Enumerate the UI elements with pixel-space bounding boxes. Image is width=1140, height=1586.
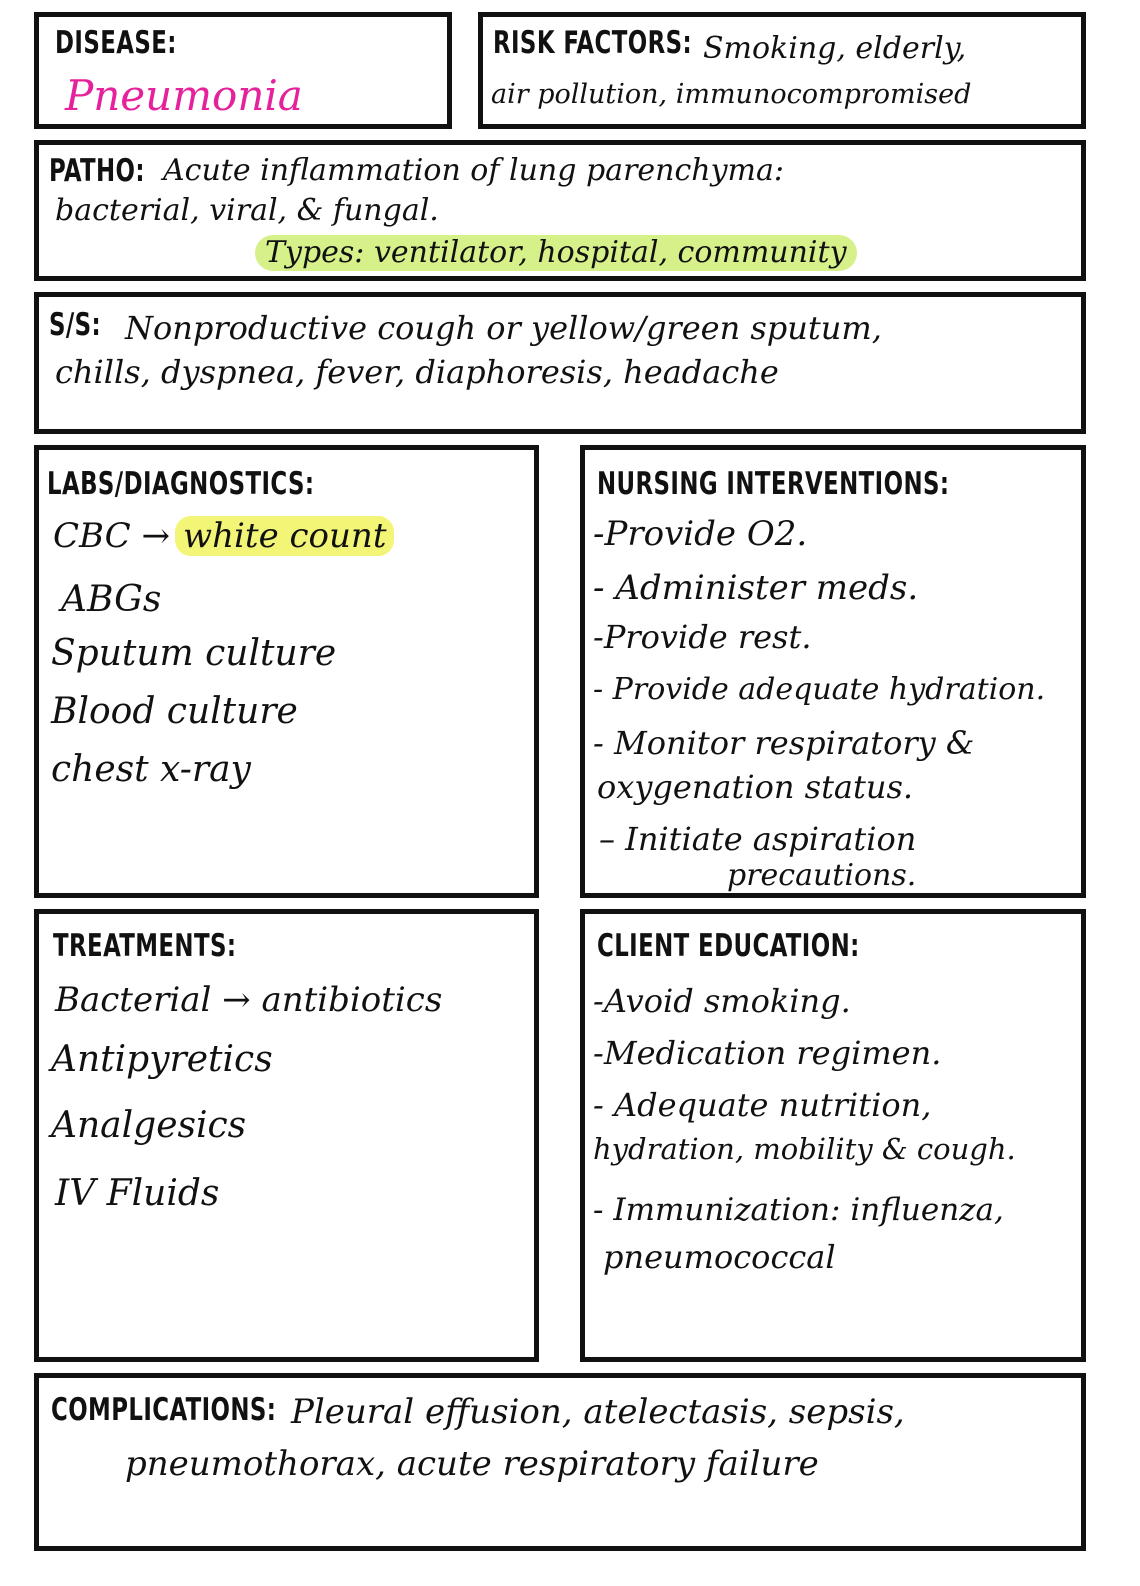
treatment-item: IV Fluids: [55, 1173, 220, 1214]
nursing-intervention-line: - Administer meds.: [593, 568, 919, 608]
signs-symptoms-box: [34, 292, 1086, 434]
complications-line-2: pneumothorax, acute respiratory failure: [125, 1444, 819, 1484]
client-education-line: -Medication regimen.: [593, 1034, 942, 1072]
patho-types-highlighted: Types: ventilator, hospital, community: [255, 235, 857, 271]
patho-line-1: Acute inflammation of lung parenchyma:: [163, 153, 784, 188]
client-education-line: hydration, mobility & cough.: [593, 1132, 1016, 1166]
treatments-header: TREATMENTS:: [53, 928, 237, 964]
nursing-intervention-line: - Monitor respiratory &: [593, 724, 975, 762]
patho-header: PATHO:: [49, 153, 145, 189]
labs-cbc-prefix: CBC →: [53, 516, 170, 556]
labs-item: Blood culture: [51, 691, 298, 732]
complications-box: [34, 1373, 1086, 1551]
disease-header: DISEASE:: [55, 25, 177, 61]
client-education-line: - Adequate nutrition,: [593, 1086, 932, 1124]
labs-item: chest x-ray: [51, 749, 251, 790]
treatments-box: [34, 909, 539, 1362]
treatment-item: Analgesics: [51, 1105, 247, 1146]
patho-box: [34, 140, 1086, 281]
nursing-intervention-line: – Initiate aspiration: [599, 820, 917, 858]
labs-header: LABS/DIAGNOSTICS:: [47, 466, 315, 502]
treatment-item: Bacterial → antibiotics: [55, 980, 443, 1020]
signs-symptoms-line-2: chills, dyspnea, fever, diaphoresis, headache: [55, 353, 779, 391]
client-education-line: - Immunization: influenza,: [593, 1192, 1004, 1228]
signs-symptoms-header: S/S:: [49, 307, 102, 343]
risk-factors-line-2: air pollution, immunocompromised: [491, 79, 972, 110]
client-education-line: -Avoid smoking.: [593, 982, 851, 1020]
patho-line-2: bacterial, viral, & fungal.: [55, 193, 439, 228]
complications-header: COMPLICATIONS:: [51, 1392, 277, 1428]
nursing-intervention-line: oxygenation status.: [597, 768, 914, 806]
risk-factors-box: [478, 12, 1086, 129]
labs-cbc-line: [53, 516, 394, 557]
nursing-intervention-line: -Provide rest.: [593, 618, 812, 656]
risk-factors-line-1: Smoking, elderly,: [703, 31, 967, 66]
disease-box: [34, 12, 452, 129]
nursing-intervention-line: - Provide adequate hydration.: [593, 672, 1046, 707]
treatment-item: Antipyretics: [51, 1039, 273, 1080]
labs-box: [34, 445, 539, 898]
labs-item: Sputum culture: [51, 633, 337, 674]
nursing-interventions-box: [580, 445, 1086, 898]
labs-white-count-highlighted: white count: [175, 516, 394, 556]
labs-item: ABGs: [61, 579, 162, 620]
complications-line-1: Pleural effusion, atelectasis, sepsis,: [291, 1392, 905, 1432]
client-education-box: [580, 909, 1086, 1362]
risk-factors-header: RISK FACTORS:: [493, 25, 693, 61]
client-education-header: CLIENT EDUCATION:: [597, 928, 860, 964]
nursing-intervention-line: -Provide O2.: [593, 514, 808, 554]
disease-value: Pneumonia: [65, 71, 303, 120]
nursing-interventions-header: NURSING INTERVENTIONS:: [597, 466, 950, 502]
nursing-intervention-line: precautions.: [727, 858, 917, 893]
signs-symptoms-line-1: Nonproductive cough or yellow/green sputum,: [125, 309, 882, 347]
client-education-line: pneumococcal: [603, 1238, 836, 1276]
